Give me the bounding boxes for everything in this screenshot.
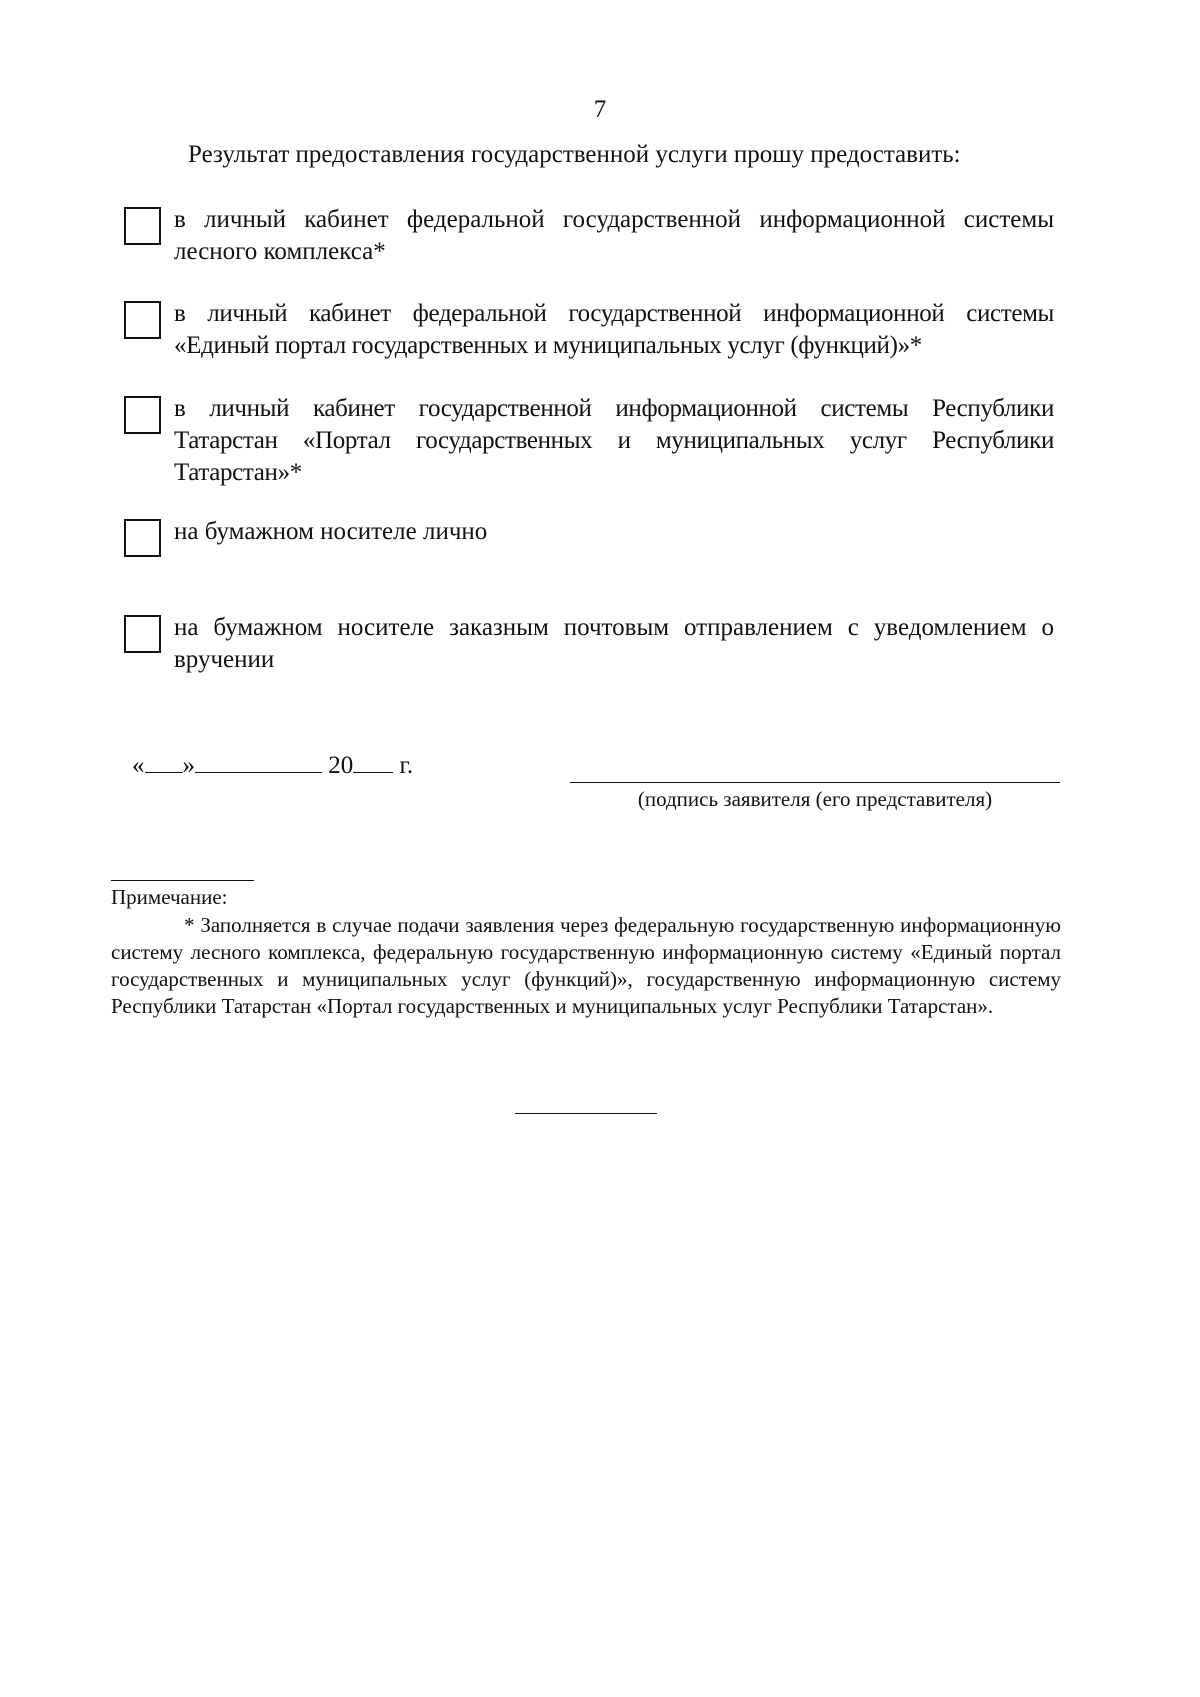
end-divider	[515, 1113, 657, 1114]
checkbox[interactable]	[124, 615, 161, 653]
checkbox[interactable]	[124, 301, 161, 339]
result-option-fgis-forest[interactable]	[124, 204, 1054, 268]
signature-line[interactable]	[570, 782, 1060, 783]
result-option-paper-in-person[interactable]	[124, 516, 1054, 548]
date-close-quote: »	[182, 752, 195, 779]
checkbox[interactable]	[124, 519, 161, 557]
day-blank[interactable]	[145, 750, 183, 773]
option-label: в личный кабинет государственной информационной системы Республики Татарстан «Портал государственных и муниципальных услуг Республики Татарстан»*	[174, 395, 1054, 486]
result-option-paper-mail[interactable]	[124, 612, 1054, 676]
result-option-rt-portal[interactable]	[124, 393, 1054, 489]
option-label: на бумажном носителе лично	[174, 518, 488, 545]
option-label: на бумажном носителе заказным почтовым отправлением с уведомлением о вручении	[174, 614, 1054, 673]
signature-caption: (подпись заявителя (его представителя)	[637, 787, 993, 811]
footnote-divider	[111, 880, 254, 881]
year-blank[interactable]	[353, 750, 393, 773]
note-label: Примечание:	[111, 885, 228, 909]
option-label: в личный кабинет федеральной государственной информационной системы «Единый портал государственных и муниципальных услуг (функций)»*	[174, 300, 1054, 359]
year-prefix: 20	[328, 752, 354, 779]
month-blank[interactable]	[195, 750, 322, 773]
option-label: в личный кабинет федеральной государственной информационной системы лесного комплекса*	[174, 206, 1054, 265]
page-title: Результат предоставления государственной услуги прошу предоставить:	[188, 141, 961, 168]
note-text: * Заполняется в случае подачи заявления через федеральную государственную информационную систему лесного комплекса, федеральную государственную информационную систему «Единый портал государственных и муниципальных услуг (функций)», государственную информационную систему Республики Татарстан «Портал государственных и муниципальных услуг Республики Татарстан».	[111, 913, 1061, 1018]
checkbox[interactable]	[124, 207, 161, 245]
date-field[interactable]	[132, 750, 413, 780]
page-number: 7	[593, 96, 607, 123]
checkbox[interactable]	[124, 396, 161, 434]
date-open-quote: «	[132, 752, 145, 779]
result-option-epgu[interactable]	[124, 298, 1054, 362]
year-suffix: г.	[399, 752, 414, 779]
